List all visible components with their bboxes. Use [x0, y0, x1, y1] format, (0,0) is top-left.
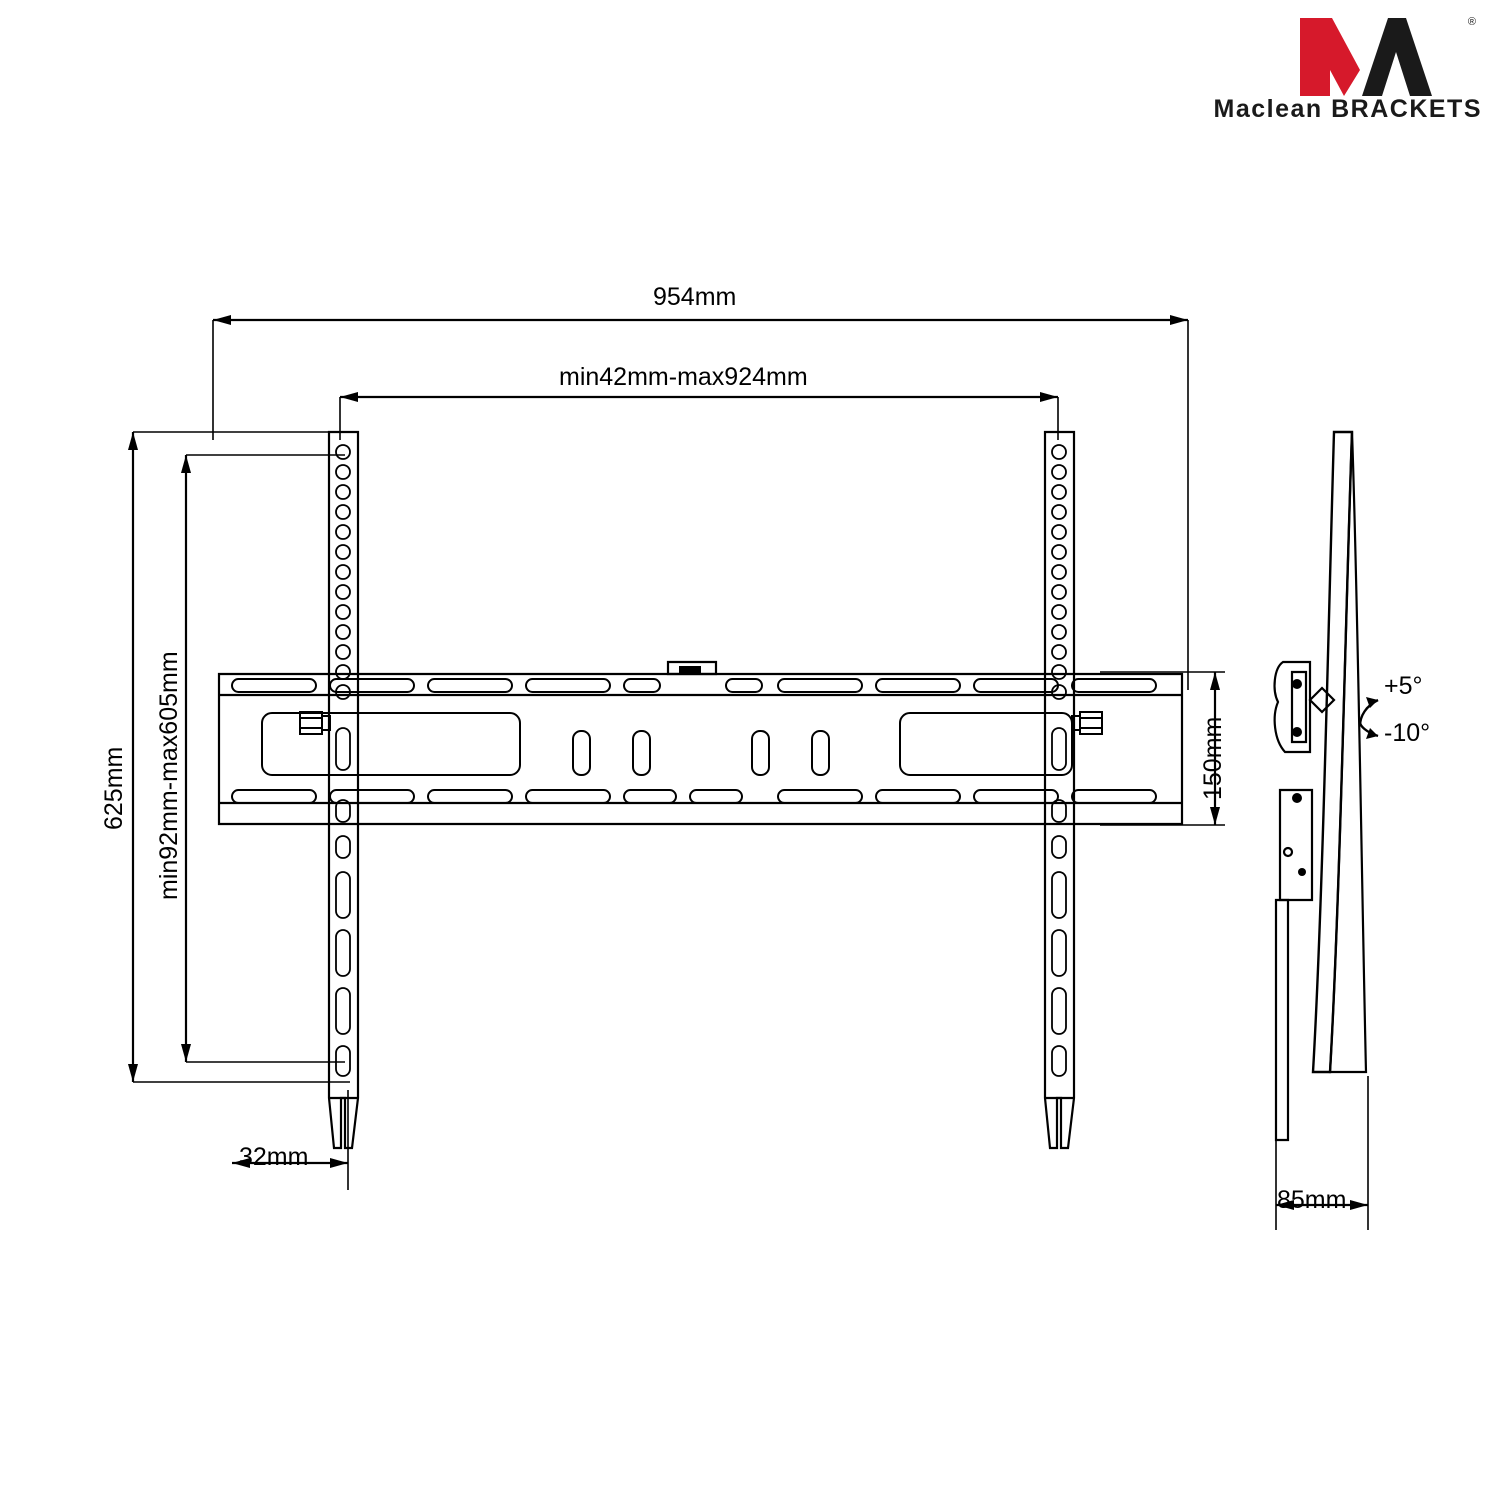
label-wall-gap: 32mm: [239, 1143, 309, 1171]
left-arm-holes: [336, 445, 350, 699]
label-vesa-vertical: min92mm-max605mm: [155, 651, 183, 900]
label-overall-width: 954mm: [653, 283, 737, 311]
front-view-rail: [219, 662, 1182, 824]
label-rail-height: 150mm: [1199, 716, 1227, 800]
brand-logo: [1192, 8, 1482, 128]
left-arm-slots: [336, 728, 350, 1076]
label-vesa-horizontal: min42mm-max924mm: [559, 363, 808, 391]
right-arm-slots: [1052, 728, 1066, 1076]
label-depth: 85mm: [1277, 1186, 1347, 1214]
left-lock-knob: [300, 712, 330, 734]
rail-slots-top: [232, 679, 1156, 692]
rail-slots-bottom: [232, 790, 1156, 803]
maclean-m-logo-icon: [1192, 8, 1482, 108]
right-lock-knob: [1072, 712, 1102, 734]
rail-center-cutouts: [262, 713, 1072, 775]
label-tilt-up: +5°: [1384, 672, 1423, 700]
label-tilt-down: -10°: [1384, 719, 1431, 747]
tilt-arc-icon: [1360, 697, 1378, 739]
dimension-vesa-horizontal: [340, 392, 1058, 440]
brand-name: Maclean BRACKETS: [1213, 95, 1482, 123]
right-arm-holes: [1052, 445, 1066, 699]
label-overall-height: 625mm: [100, 746, 128, 830]
side-view-panel: [1313, 432, 1366, 1072]
registered-mark: ®: [1467, 16, 1476, 28]
